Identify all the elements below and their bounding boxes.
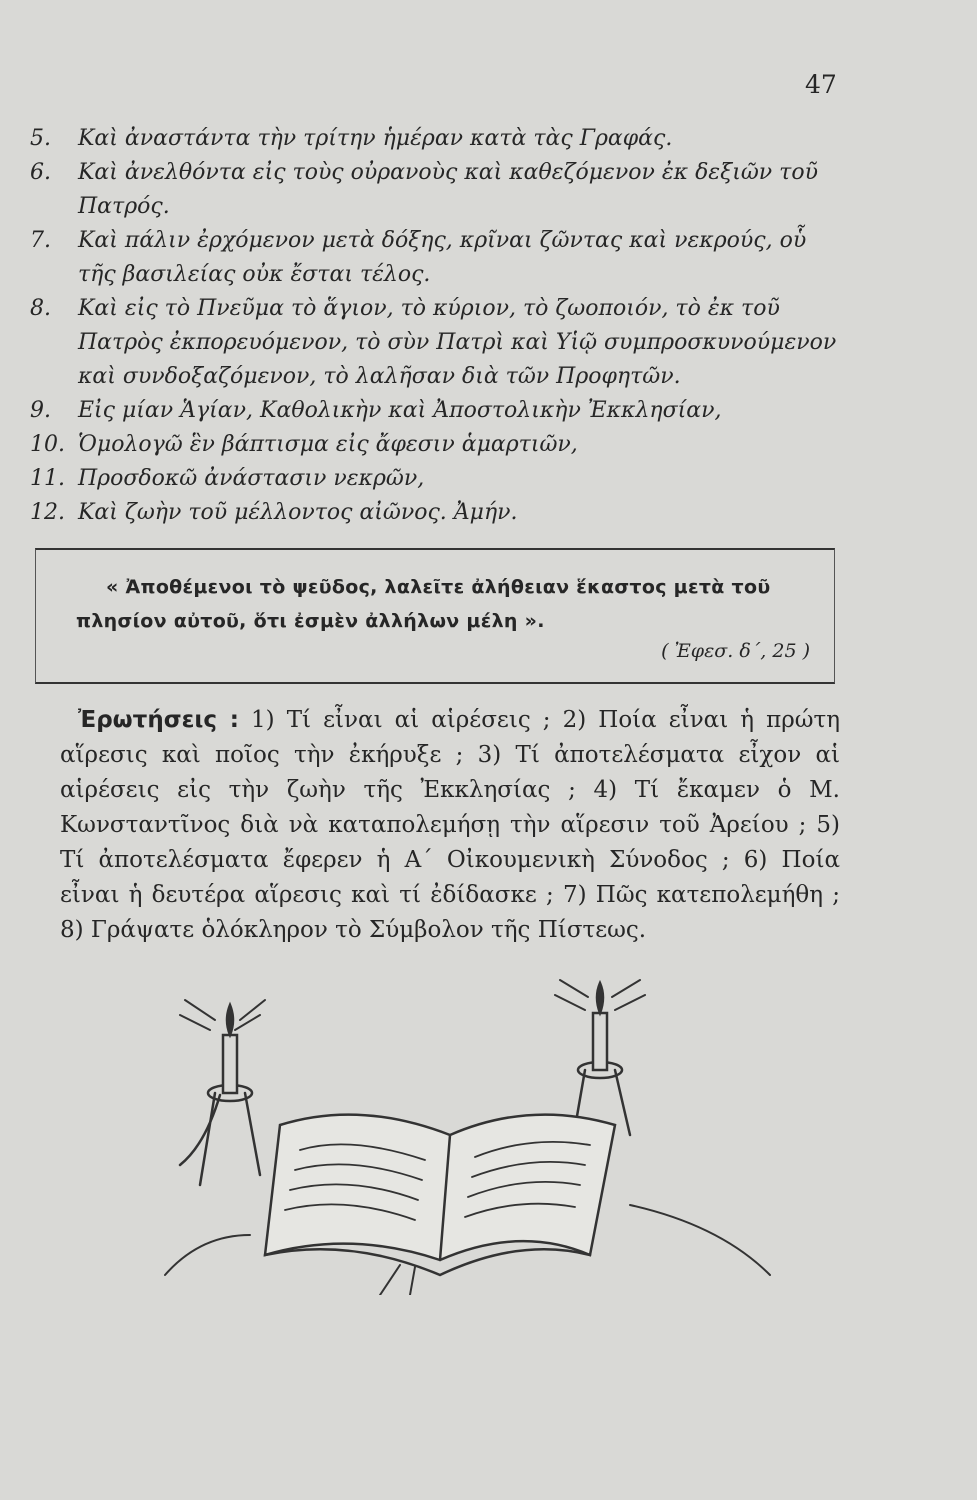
review-questions-label: Ἐρωτήσεις : xyxy=(78,707,239,733)
creed-item xyxy=(30,462,850,496)
review-questions xyxy=(60,703,840,948)
creed-item-number: 10. xyxy=(30,432,65,457)
creed-item-number: 7. xyxy=(30,228,51,253)
scripture-quote-reference: ( Ἐφεσ. δ΄, 25 ) xyxy=(661,640,810,662)
creed-item-text: Καὶ ἀναστάντα τὴν τρίτην ἡμέραν κατὰ τὰς Γραφάς. xyxy=(78,126,673,151)
open-book-icon xyxy=(265,1115,615,1295)
creed-item-text: Καὶ πάλιν ἐρχόμενον μετὰ δόξης, κρῖναι ζῶντας καὶ νεκρούς, οὗ τῆς βασιλείας οὐκ ἔσται τέλος. xyxy=(78,228,807,287)
creed-item-text: Ὁμολογῶ ἓν βάπτισμα εἰς ἄφεσιν ἁμαρτιῶν, xyxy=(78,432,578,457)
creed-item-number: 12. xyxy=(30,500,65,525)
creed-item-text: Καὶ ἀνελθόντα εἰς τοὺς οὐρανοὺς καὶ καθεζόμενον ἐκ δεξιῶν τοῦ Πατρός. xyxy=(78,160,818,219)
scripture-quote-text: « Ἀποθέμενοι τὸ ψεῦδος, λαλεῖτε ἀλήθειαν ἕκαστος μετὰ τοῦ πλησίον αὐτοῦ, ὅτι ἐσμὲν ἀλλήλων μέλη ». xyxy=(76,576,771,632)
creed-item-text: Προσδοκῶ ἀνάστασιν νεκρῶν, xyxy=(78,466,425,491)
creed-item-text: Καὶ ζωὴν τοῦ μέλλοντος αἰῶνος. Ἀμήν. xyxy=(78,500,518,525)
creed-item-text: Καὶ εἰς τὸ Πνεῦμα τὸ ἅγιον, τὸ κύριον, τὸ ζωοποιόν, τὸ ἐκ τοῦ Πατρὸς ἐκπορευόμενον, τὸ σὺν Πατρὶ καὶ Υἱῷ συμπροσκυνούμενον καὶ συνδοξαζόμενον, τὸ λαλῆσαν διὰ τῶν Προφητῶν. xyxy=(78,296,837,389)
creed-item xyxy=(30,496,850,530)
open-book-candles-illustration xyxy=(160,975,780,1295)
creed-item-number: 6. xyxy=(30,160,51,185)
creed-item xyxy=(30,224,850,292)
review-questions-text: 1) Τί εἶναι αἱ αἱρέσεις ; 2) Ποία εἶναι ἡ πρώτη αἵρεσις καὶ ποῖος τὴν ἐκήρυξε ; 3) Τί ἀποτελέσματα εἶχον αἱ αἱρέσεις εἰς τὴν ζωὴν τῆς Ἐκκλησίας ; 4) Τί ἔκαμεν ὁ Μ. Κωνσταντῖνος διὰ νὰ καταπολεμήσῃ τὴν αἵρεσιν τοῦ Ἀρείου ; 5) Τί ἀποτελέσματα ἔφερεν ἡ Α΄ Οἰκουμενικὴ Σύνοδος ; 6) Ποία εἶναι ἡ δευτέρα αἵρεσις καὶ τί ἐδίδασκε ; 7) Πῶς κατεπολεμήθη ; 8) Γράψατε ὁλόκληρον τὸ Σύμβολον τῆς Πίστεως. xyxy=(60,707,841,943)
creed-item-number: 11. xyxy=(30,466,65,491)
creed-item-number: 8. xyxy=(30,296,51,321)
creed-item xyxy=(30,292,850,394)
creed-item xyxy=(30,394,850,428)
creed-item xyxy=(30,122,850,156)
creed-item xyxy=(30,428,850,462)
creed-list xyxy=(30,122,850,530)
creed-item-number: 9. xyxy=(30,398,51,423)
creed-item-text: Εἰς μίαν Ἁγίαν, Καθολικὴν καὶ Ἀποστολικὴν Ἐκκλησίαν, xyxy=(78,398,722,423)
creed-item-number: 5. xyxy=(30,126,51,151)
page-number: 47 xyxy=(805,70,837,99)
scripture-quote-box xyxy=(35,548,835,684)
candle-left-icon xyxy=(180,1000,265,1185)
creed-item xyxy=(30,156,850,224)
